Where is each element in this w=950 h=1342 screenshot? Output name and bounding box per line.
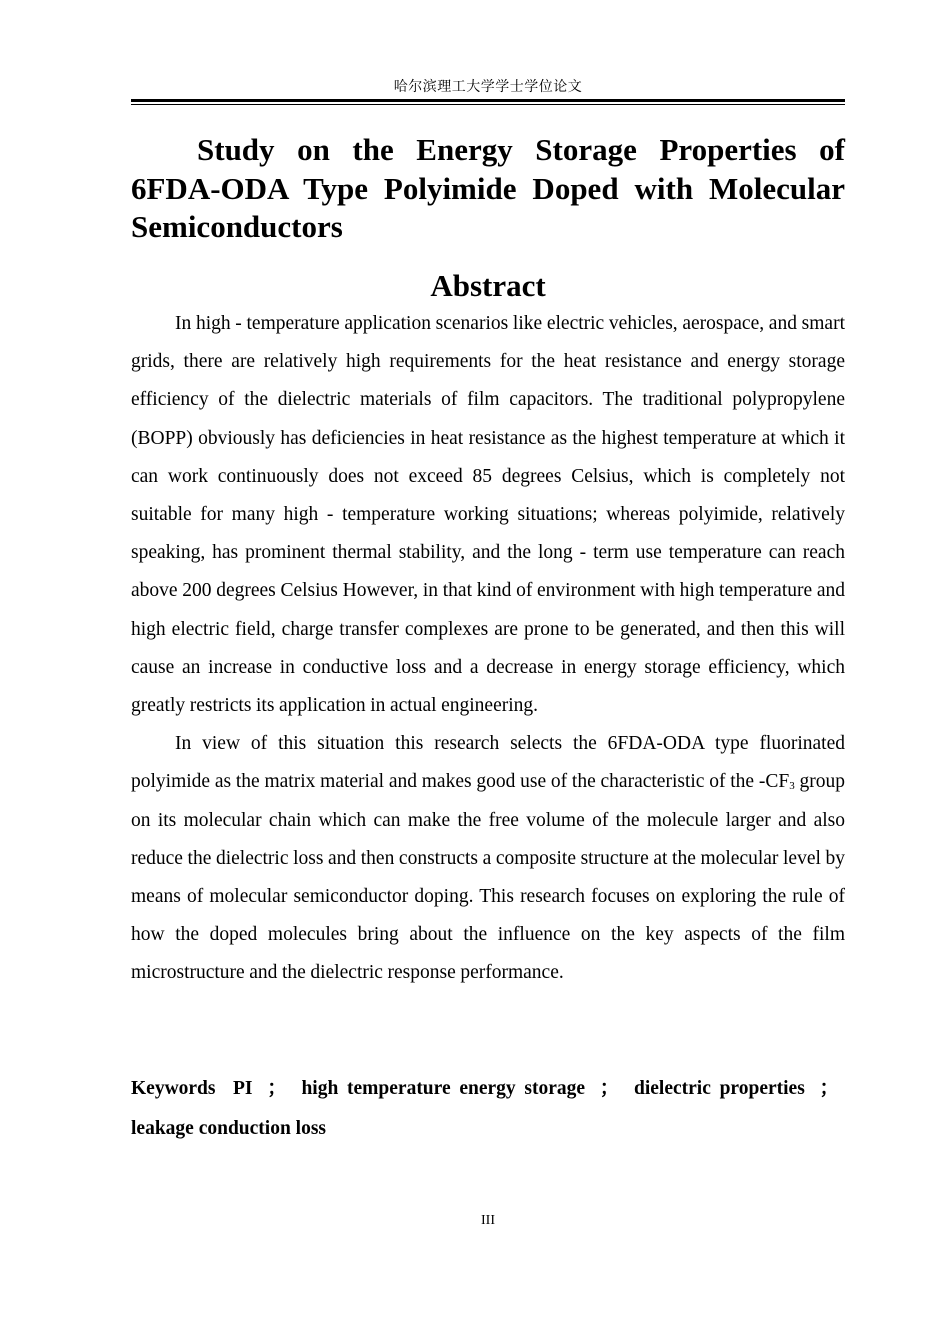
keyword-separator: ； bbox=[267, 1078, 287, 1099]
running-header: 哈尔滨理工大学学士学位论文 bbox=[393, 80, 583, 95]
thesis-title: Study on the Energy Storage Properties of 6FDA-ODA Type Polyimide Doped with Molecular Semiconductors bbox=[131, 132, 845, 244]
keyword-item: dielectric properties bbox=[634, 1078, 805, 1099]
keyword-separator: ； bbox=[819, 1078, 840, 1099]
abstract-paragraph-2-part-2: group on its molecular chain which can make the free volume of the molecule larger and also reduce the dielectric loss and then constructs a composite structure at the molecular level by means of molecular semiconductor doping. This research focuses on exploring the rule of how the doped molecules bring about the influence on the key aspects of the film microstructure and the dielectric response performance. bbox=[131, 771, 845, 984]
abstract-body bbox=[131, 305, 845, 993]
keyword-item: high temperature energy storage bbox=[301, 1078, 586, 1099]
cf3-subscript: 3 bbox=[789, 780, 795, 793]
abstract-paragraph-1: In high - temperature application scenarios like electric vehicles, aerospace, and smart grids, there are relatively high requirements for the heat resistance and energy storage efficiency of the dielectric materials of film capacitors. The traditional polypropylene (BOPP) obviously has deficiencies in heat resistance as the highest temperature at which it can work continuously does not exceed 85 degrees Celsius, which is completely not suitable for many high - temperature working situations; whereas polyimide, relatively speaking, has prominent thermal stability, and the long - term use temperature can reach above 200 degrees Celsius However, in that kind of environment with high temperature and high electric field, charge transfer complexes are prone to be generated, and then this will cause an increase in conductive loss and a decrease in energy storage efficiency, which greatly restricts its application in actual engineering. bbox=[131, 313, 845, 717]
keyword-item: leakage conduction loss bbox=[131, 1118, 327, 1139]
keyword-item: PI bbox=[232, 1078, 253, 1099]
abstract-heading: Abstract bbox=[430, 268, 546, 303]
abstract-paragraph-2-part-1: In view of this situation this research selects the 6FDA-ODA type fluorinated polyimide as the matrix material and makes good use of the characteristic of the -CF bbox=[131, 733, 845, 793]
abstract-paragraph-2 bbox=[131, 725, 845, 992]
header-rule-thick bbox=[131, 99, 845, 102]
page-number: III bbox=[481, 1213, 495, 1228]
header-rule-thin bbox=[131, 104, 845, 105]
keyword-separator: ； bbox=[599, 1078, 620, 1099]
keywords-label: Keywords bbox=[131, 1078, 216, 1099]
keywords-line bbox=[131, 1069, 845, 1149]
